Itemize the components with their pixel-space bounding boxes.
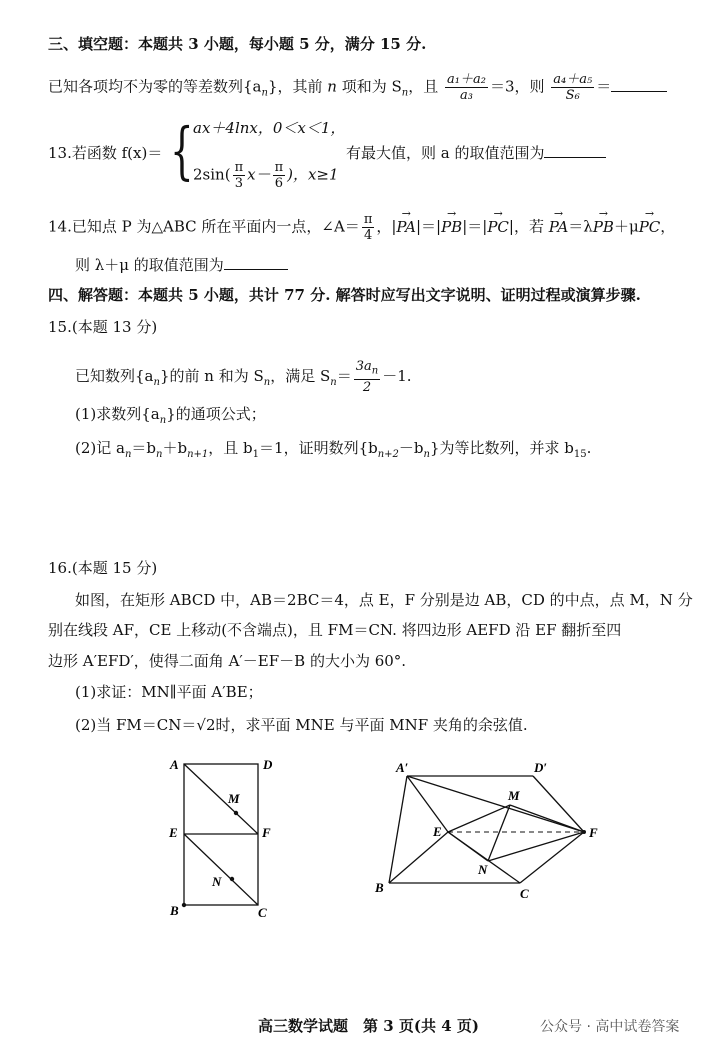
question-13-label: 13.若函数 f(x)＝ [48, 144, 163, 162]
label-d-prime: D′ [534, 760, 548, 775]
q12-text-g: ＝ [596, 77, 612, 96]
label-e: E [169, 825, 178, 840]
label-a: A [170, 757, 179, 772]
q16-line-3: 边形 A′EFD′，使得二面角 A′－EF－B 的大小为 60°. [48, 652, 407, 670]
watermark: 公众号 · 高中试卷答案 [540, 1019, 680, 1035]
q13-case-2: 2sin( $\frac{\pi}{3}$ x－ $\frac{\pi}{6}$ )，x≥1 [193, 160, 339, 191]
label-c: C [258, 905, 267, 920]
label-b2: B [375, 880, 384, 895]
point-n [230, 877, 234, 881]
label-c2: C [520, 886, 529, 901]
point-b-dot [182, 903, 186, 907]
label-e2: E [433, 824, 442, 839]
q12-answer-blank[interactable] [611, 77, 667, 92]
q12-fraction-2: $\frac{\text{a₄＋a₅}}{\text{S₆}}$ [553, 72, 593, 103]
q13-case-1: ax＋4lnx，0＜x＜1， [193, 119, 346, 137]
question-12: 已知各项均不为零的等差数列$\{a_n\}$，其前 n 项和为 $S_n$，且 $\frac{\text{a₁＋a₂}}{\text{a₃}}$ ＝3，则 $\frac{\text{a₄＋a₅}}{\text{S₆}}$ ＝ [48, 72, 667, 105]
q12-text-a: 已知各项均不为零的等差数列{a [48, 77, 262, 96]
label-m: M [228, 791, 240, 806]
segment-af [184, 764, 258, 834]
segment-ec [184, 834, 258, 905]
page-footer: 高三数学试题 第 3 页(共 4 页) [258, 1017, 479, 1035]
q16-line-1: 如图，在矩形 ABCD 中，AB＝2BC＝4，点 E，F 分别是边 AB，CD 的中点，点 M，N 分 [75, 591, 693, 609]
label-f: F [262, 825, 271, 840]
question-15-title: 15.(本题 13 分) [48, 318, 158, 336]
q16-part-1: (1)求证：MN∥平面 A′BE； [75, 683, 263, 701]
q12-text-c: n [327, 77, 337, 96]
figure-folded [370, 755, 610, 905]
question-16-title: 16.(本题 15 分) [48, 559, 158, 577]
q15-part-2: (2)记 $a_n=b_n+b_{n+1}$，且 $b_1=1$，证明数列$\{b_{n+2}-b_n\}$为等比数列，并求 $b_{15}$. [75, 439, 592, 460]
q14-answer-blank[interactable] [224, 255, 288, 270]
q12-text-b: }，其前 [267, 77, 328, 96]
q12-text-e: ，且 [408, 77, 439, 96]
section4-header: 四、解答题：本题共 5 小题，共计 77 分. 解答时应写出文字说明、证明过程或演算步骤. [48, 286, 641, 304]
q15-part-1: (1)求数列$\{a_n\}$的通项公式； [75, 405, 266, 426]
label-b: B [170, 903, 179, 918]
q12-fraction-1: $\frac{\text{a₁＋a₂}}{\text{a₃}}$ [447, 72, 486, 103]
label-m2: M [508, 788, 520, 803]
q14-line-2: 则 λ＋μ 的取值范围为 [75, 254, 288, 276]
q16-line-2: 别在线段 AF，CE 上移动(不含端点)，且 FM＝CN. 将四边形 AEFD 沿 EF 翻折至四 [48, 621, 622, 639]
q16-part-2: (2)当 FM＝CN＝√2时，求平面 MNE 与平面 MNF 夹角的余弦值. [75, 716, 528, 734]
question-14: 14.已知点 P 为△ABC 所在平面内一点，∠A＝ $\frac{\pi}{4}$ ，|→ PA|＝|→ PB|＝|→ PC|，若 → PA＝λ→ PB＋μ→ PC， [48, 212, 675, 243]
label-a-prime: A′ [396, 760, 409, 775]
q13-tail: 有最大值，则 a 的取值范围为 [346, 142, 606, 164]
point-m [234, 811, 238, 815]
figure-rectangle [160, 755, 290, 920]
q13-answer-blank[interactable] [544, 143, 606, 158]
section3-header: 三、填空题：本题共 3 小题，每小题 5 分，满分 15 分. [48, 35, 427, 53]
q12-text-d: 项和为 S [336, 77, 402, 96]
label-n: N [212, 874, 222, 889]
label-f2: F [589, 825, 598, 840]
label-d: D [263, 757, 273, 772]
q13-brace: { [170, 114, 194, 187]
q15-stem: 已知数列$\{a_n\}$的前 n 和为 $S_n$，满足 $S_n=$ $\frac{3a_n}{2}$ －1. [75, 359, 412, 395]
label-n2: N [478, 862, 488, 877]
q12-text-f: ＝3，则 [489, 77, 545, 96]
